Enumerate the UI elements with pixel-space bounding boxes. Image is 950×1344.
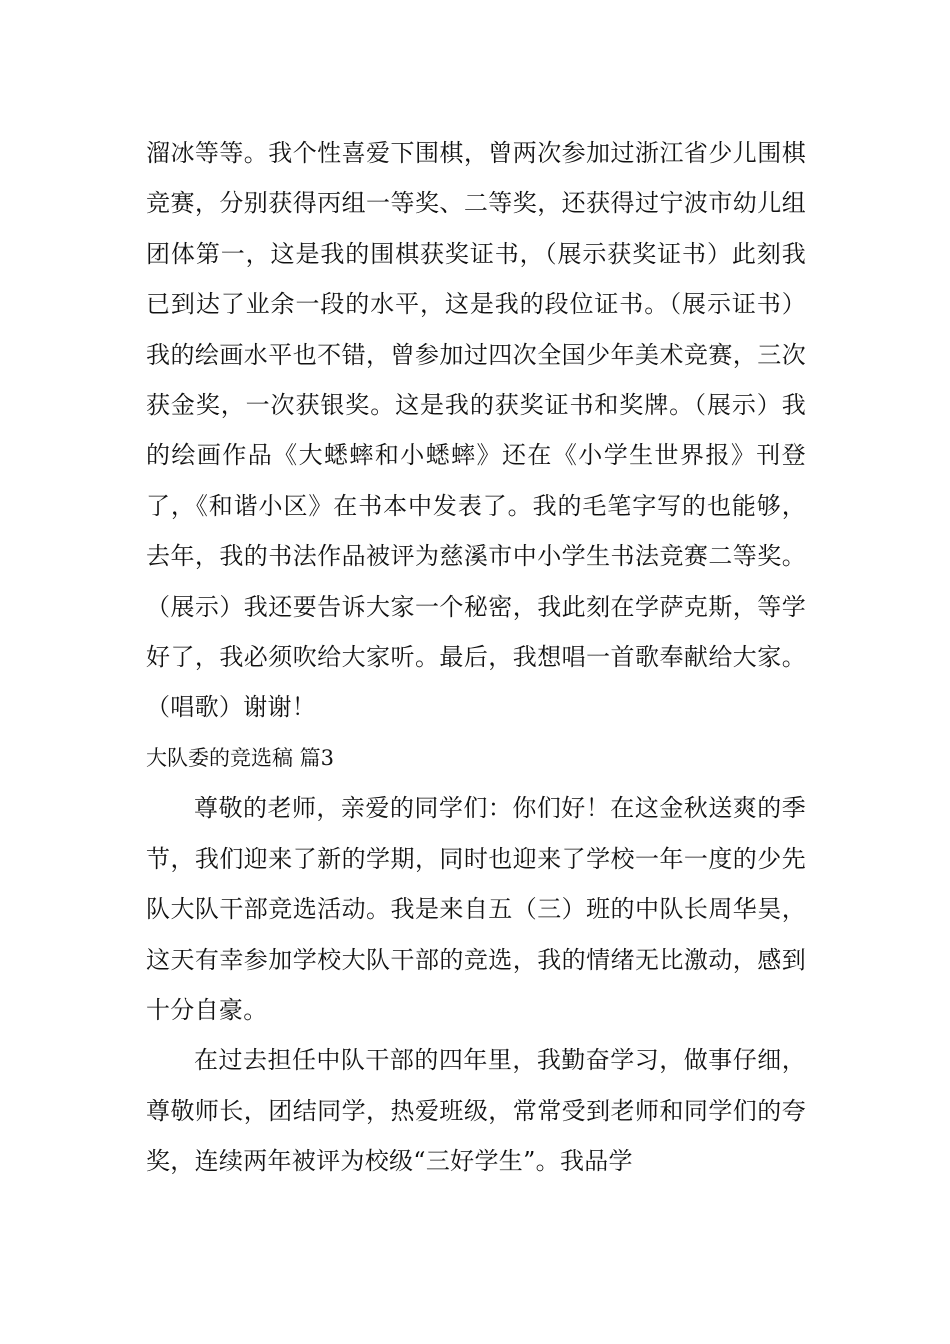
body-paragraph: 溜冰等等。我个性喜爱下围棋，曾两次参加过浙江省少儿围棋竞赛，分别获得丙组一等奖、二等奖，还获得过宁波市幼儿组团体第一，这是我的围棋获奖证书，（展示获奖证书）此刻我已到达了业余一段的水平，这是我的段位证书。（展示证书）我的绘画水平也不错，曾参加过四次全国少年美术竞赛，三次获金奖，一次获银奖。这是我的获奖证书和奖牌。（展示）我的绘画作品《大蟋蟀和小蟋蟀》还在《小学生世界报》刊登了，《和谐小区》在书本中发表了。我的毛笔字写的也能够，去年，我的书法作品被评为慈溪市中小学生书法竞赛二等奖。（展示）我还要告诉大家一个秘密，我此刻在学萨克斯，等学好了，我必须吹给大家听。最后，我想唱一首歌奉献给大家。（唱歌）谢谢！ <box>146 139 806 722</box>
body-paragraph: 尊敬的老师，亲爱的同学们：你们好！在这金秋送爽的季节，我们迎来了新的学期，同时也迎来了学校一年一度的少先队大队干部竞选活动。我是来自五（三）班的中队长周华昊，这天有幸参加学校大队干部的竞选，我的情绪无比激动，感到十分自豪。 <box>146 794 806 1024</box>
body-paragraph: 在过去担任中队干部的四年里，我勤奋学习，做事仔细，尊敬师长，团结同学，热爱班级，常常受到老师和同学们的夸奖，连续两年被评为校级“三好学生”。我品学 <box>146 1046 806 1176</box>
document-page <box>146 128 806 1187</box>
section-heading: 大队委的竞选稿 篇3 <box>146 745 335 770</box>
